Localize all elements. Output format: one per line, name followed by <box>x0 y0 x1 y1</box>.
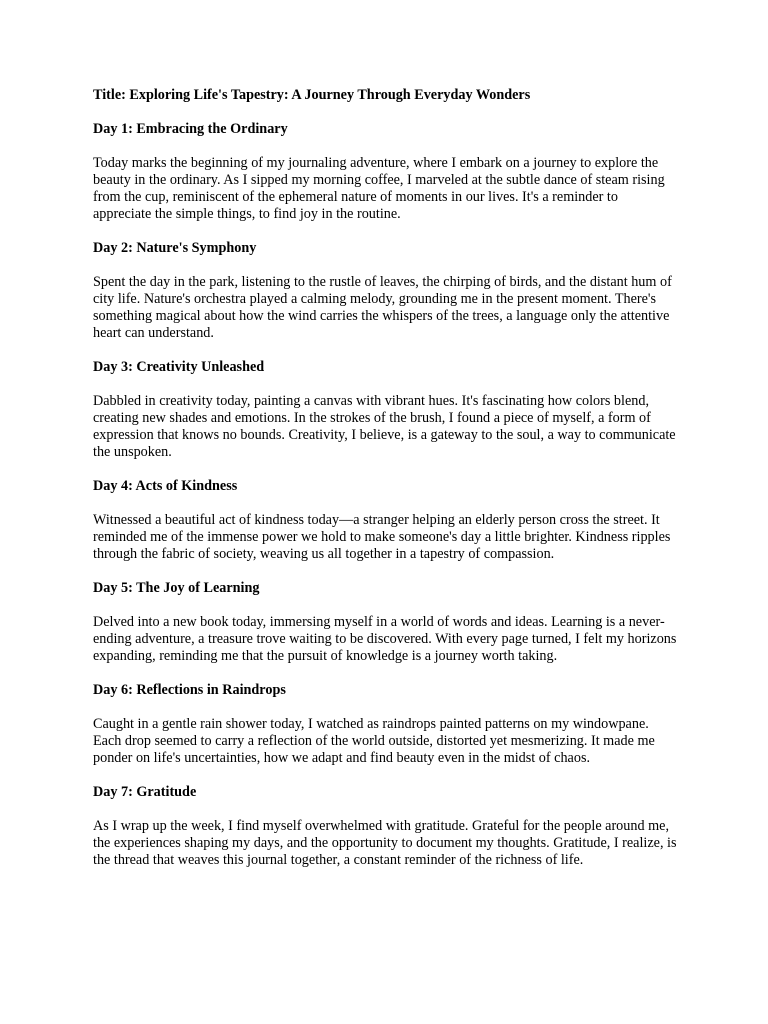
day-body-5: Delved into a new book today, immersing myself in a world of words and ideas. Learning is a never-ending adventure, a treasure trove waiting to be discovered. With every page turned, I felt my horizons expanding, reminding me that the pursuit of knowledge is a journey worth taking. <box>93 614 677 664</box>
day-heading-3: Day 3: Creativity Unleashed <box>93 359 265 375</box>
document-page <box>93 87 678 886</box>
day-heading-5: Day 5: The Joy of Learning <box>93 580 260 596</box>
day-heading-4: Day 4: Acts of Kindness <box>93 478 238 494</box>
day-body-6: Caught in a gentle rain shower today, I watched as raindrops painted patterns on my windowpane. Each drop seemed to carry a reflection of the world outside, distorted yet mesmerizing. It made me ponder on life's uncertainties, how we adapt and find beauty even in the midst of chaos. <box>93 716 655 766</box>
day-heading-2: Day 2: Nature's Symphony <box>93 240 257 256</box>
day-body-1: Today marks the beginning of my journaling adventure, where I embark on a journey to explore the beauty in the ordinary. As I sipped my morning coffee, I marveled at the subtle dance of steam rising from the cup, reminiscent of the ephemeral nature of moments in our lives. It's a reminder to appreciate the simple things, to find joy in the routine. <box>93 155 665 222</box>
day-body-4: Witnessed a beautiful act of kindness today—a stranger helping an elderly person cross the street. It reminded me of the immense power we hold to make someone's day a little brighter. Kindness ripples through the fabric of society, weaving us all together in a tapestry of compassion. <box>93 512 671 562</box>
day-heading-1: Day 1: Embracing the Ordinary <box>93 121 288 137</box>
day-body-2: Spent the day in the park, listening to the rustle of leaves, the chirping of birds, and the distant hum of city life. Nature's orchestra played a calming melody, grounding me in the present moment. There's something magical about how the wind carries the whispers of the trees, a language only the attentive heart can understand. <box>93 274 672 341</box>
document-title: Title: Exploring Life's Tapestry: A Journey Through Everyday Wonders <box>93 87 531 103</box>
day-heading-6: Day 6: Reflections in Raindrops <box>93 682 286 698</box>
day-body-3: Dabbled in creativity today, painting a canvas with vibrant hues. It's fascinating how colors blend, creating new shades and emotions. In the strokes of the brush, I found a piece of myself, a form of expression that knows no bounds. Creativity, I believe, is a gateway to the soul, a way to communicate the unspoken. <box>93 393 676 460</box>
day-heading-7: Day 7: Gratitude <box>93 784 197 800</box>
day-body-7: As I wrap up the week, I find myself overwhelmed with gratitude. Grateful for the people around me, the experiences shaping my days, and the opportunity to document my thoughts. Gratitude, I realize, is the thread that weaves this journal together, a constant reminder of the richness of life. <box>93 818 677 868</box>
